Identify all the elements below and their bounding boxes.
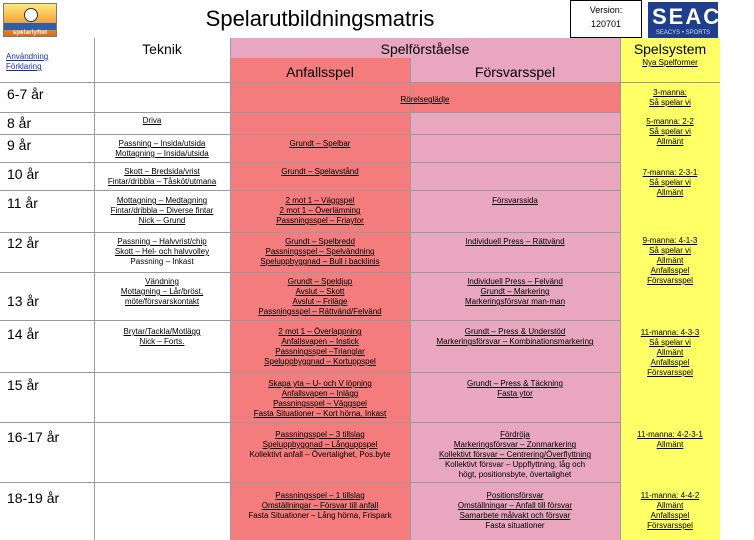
age-16-17: 16-17 år — [7, 429, 60, 445]
anvandning-link[interactable] — [6, 52, 48, 72]
spelsystem-link[interactable]: Allmänt — [656, 137, 684, 146]
spelsystem-link[interactable]: Så spelar vi — [649, 127, 691, 136]
forsvar-13[interactable] — [410, 277, 620, 307]
forsvar-13-line[interactable]: Markeringsförsvar man-man — [464, 297, 566, 306]
spelsystem-link[interactable]: Så spelar vi — [649, 338, 691, 347]
age-15: 15 år — [7, 377, 39, 393]
anfall-14-line[interactable]: Passningsspel –Trianglar — [275, 347, 365, 356]
anfall-11-line[interactable]: 2 mot 1 – Överlämning — [279, 206, 361, 215]
spelsystem-11-manna-433[interactable] — [620, 328, 720, 378]
spelsystem-link[interactable]: 7-manna: 2-3-1 — [642, 168, 698, 177]
spelsystem-header: Spelsystem — [633, 41, 707, 57]
forsvar-11[interactable]: Försvarssida — [492, 196, 538, 205]
spelsystem-3-manna[interactable] — [620, 88, 720, 108]
spelsystem-link[interactable]: Så spelar vi — [649, 178, 691, 187]
teknik-14-line[interactable]: Nick – Forts. — [139, 337, 185, 346]
anfall-13-line[interactable]: Grundt – Speldjup — [287, 277, 353, 286]
teknik-13-line[interactable]: möte/försvarskontakt — [124, 297, 200, 306]
anfall-18-line[interactable]: Omställningar – Försvar till anfall — [261, 501, 379, 510]
forsvar-16-line: Kollektivt försvar – Uppflyttning, låg och — [444, 460, 586, 469]
teknik-10-line[interactable]: Skott – Bredsida/vrist — [124, 167, 200, 176]
forsvar-14-line[interactable]: Grundt – Press & Understöd — [464, 327, 566, 336]
logo-left-text: spelarlyftet — [12, 30, 48, 36]
spelsystem-link[interactable]: Allmänt — [656, 501, 684, 510]
anfall-12-line[interactable]: Speluppbyggnad – Bull i backlinis — [260, 257, 380, 266]
teknik-10-line[interactable]: Fintar/dribbla – Tåsköt/utmana — [107, 177, 217, 186]
spelsystem-9-manna[interactable] — [620, 236, 720, 286]
age-14: 14 år — [7, 326, 39, 342]
forsvar-18-line[interactable]: Positionsförsvar — [486, 491, 544, 500]
anfall-15-line[interactable]: Fasta Situationer – Kort hörna, Inkast — [253, 409, 387, 418]
spelsystem-link[interactable]: 5-manna: 2-2 — [646, 117, 694, 126]
driva-link[interactable]: Driva — [142, 116, 162, 125]
teknik-12-line[interactable]: Skott – Hel- och halvvolley — [114, 247, 210, 256]
teknik-9-line[interactable]: Passning – Insida/utsida — [118, 139, 206, 148]
anfall-18[interactable] — [230, 491, 410, 521]
version-number: 120701 — [590, 19, 622, 29]
anfall-14-line[interactable]: Speluppbyggnad – Kortuppspel — [264, 357, 376, 366]
teknik-12-line: Passning – Inkast — [130, 257, 194, 266]
anfall-16-line: Kollektivt anfall – Övertalighet, Pos.byte — [249, 450, 391, 459]
rorelseglädje-link[interactable]: Rörelseglädje — [400, 95, 450, 104]
anfall-15[interactable] — [230, 379, 410, 419]
anfall-14[interactable] — [230, 327, 410, 367]
spelsystem-column — [620, 38, 720, 540]
teknik-12-line[interactable]: Passning – Halvvrist/chip — [117, 237, 207, 246]
anfall-9[interactable]: Grundt – Spelbar — [289, 139, 351, 148]
age-10: 10 år — [7, 166, 39, 182]
anfall-14-line[interactable]: 2 mot 1 – Överlappning — [278, 327, 362, 336]
age-13: 13 år — [7, 293, 39, 309]
spelsystem-link[interactable]: Försvarsspel — [647, 276, 693, 285]
forsvar-18-line: Fasta situationer — [485, 521, 545, 530]
page-title: Spelarutbildningsmatris — [205, 6, 435, 31]
anfall-10[interactable]: Grundt – Spelavstånd — [281, 167, 359, 176]
teknik-header: Teknik — [142, 41, 182, 57]
teknik-10[interactable] — [94, 167, 230, 187]
forsvar-16-line[interactable]: Kollektivt försvar – Centrering/Överflyttning — [438, 450, 592, 459]
spelsystem-link[interactable]: Anfallsspel — [650, 358, 690, 367]
logo-right-text: SEACYS — [652, 4, 754, 29]
forsvar-14[interactable] — [410, 327, 620, 347]
teknik-12[interactable] — [94, 237, 230, 267]
anfall-11-line[interactable]: 2 mot 1 – Väggspel — [285, 196, 355, 205]
forsvar-16-line: högt, positionsbyte, övertalighet — [458, 470, 572, 479]
football-icon — [24, 8, 38, 22]
anfall-13-line[interactable]: Avslut – Skott — [295, 287, 345, 296]
spelforstaelse-header: Spelförståelse — [380, 41, 470, 57]
spelsystem-link[interactable]: Allmänt — [656, 188, 684, 197]
nya-spelformer-link[interactable]: Nya Spelformer — [642, 58, 698, 67]
teknik-11-line[interactable]: Fintar/dribbla – Diverse fintar — [110, 206, 214, 215]
forsvar-15-line[interactable]: Fasta ytor — [497, 389, 533, 398]
forsvar-16[interactable] — [410, 430, 620, 480]
anfall-11-line[interactable]: Passningsspel – Friaytor — [276, 216, 364, 225]
anfallsspel-header: Anfallsspel — [286, 64, 354, 80]
anfall-12-line[interactable]: Passningsspel – Spelvändning — [265, 247, 375, 256]
anfall-12[interactable] — [230, 237, 410, 267]
forklaring-label[interactable]: Förklaring — [6, 62, 42, 71]
teknik-9[interactable] — [94, 139, 230, 159]
teknik-11-line[interactable]: Mottagning – Medtagning — [116, 196, 208, 205]
seacys-logo — [648, 2, 754, 38]
forsvar-13-line[interactable]: Individuell Press – Felvänd — [467, 277, 563, 286]
anfall-15-line[interactable]: Passningsspel – Väggspel — [273, 399, 367, 408]
anfall-15-line[interactable]: Anfallsvapen – Inlägg — [281, 389, 359, 398]
spelsystem-link[interactable]: Försvarsspel — [647, 521, 693, 530]
anfall-13[interactable] — [230, 277, 410, 317]
forsvarsspel-header: Försvarsspel — [474, 64, 556, 80]
version-box — [570, 0, 642, 38]
spelsystem-link[interactable]: Allmänt — [656, 256, 684, 265]
spelsystem-link[interactable]: 11-manna: 4-4-2 — [640, 491, 700, 500]
anfall-13-line[interactable]: Passningsspel – Rättvänd/Felvänd — [258, 307, 382, 316]
teknik-11-line[interactable]: Nick – Grund — [138, 216, 186, 225]
forsvar-13-line[interactable]: Grundt – Markering — [480, 287, 550, 296]
anfall-14-line[interactable]: Anfallsvapen – Instick — [281, 337, 359, 346]
teknik-13-line[interactable]: Vändning — [145, 277, 179, 286]
anfall-15-line[interactable]: Skapa yta – U- och V löpning — [268, 379, 372, 388]
spelsystem-link[interactable]: 11-manna: 4-2-3-1 — [637, 430, 703, 439]
forsvar-15[interactable] — [410, 379, 620, 399]
spelsystem-link[interactable]: 9-manna: 4-1-3 — [642, 236, 698, 245]
forsvar-16-line[interactable]: Fördröja — [500, 430, 530, 439]
anfall-18-line[interactable]: Passningsspel – 1 tillslag — [275, 491, 365, 500]
anfall-16[interactable] — [230, 430, 410, 460]
forsvar-16-line[interactable]: Markeringsförsvar – Zonmarkering — [453, 440, 577, 449]
spelsystem-link[interactable]: Så spelar vi — [649, 246, 691, 255]
version-label: Version: — [589, 5, 623, 15]
forsvar-18[interactable] — [410, 491, 620, 531]
teknik-13-line[interactable]: Mottagning – Lår/bröst, — [120, 287, 204, 296]
spelsystem-link[interactable]: Försvarsspel — [647, 368, 693, 377]
age-11: 11 år — [7, 195, 38, 211]
age-9: 9 år — [7, 137, 32, 153]
spelsystem-link[interactable]: Så spelar vi — [649, 98, 691, 107]
anvandning-label[interactable]: Användning — [6, 52, 49, 61]
spelsystem-link[interactable]: Allmänt — [656, 440, 684, 449]
logo-right-sub: SEACYS • SPORTS — [655, 30, 711, 36]
spelsystem-11-manna-442[interactable] — [620, 491, 720, 531]
anfall-16-line[interactable]: Passningsspel – 3 tillslag — [275, 430, 365, 439]
forsvar-15-line[interactable]: Grundt – Press & Täckning — [467, 379, 563, 388]
teknik-9-line[interactable]: Mottagning – Insida/utsida — [115, 149, 209, 158]
spelsystem-link[interactable]: 3-manna: — [653, 88, 687, 97]
spelsystem-7-manna[interactable] — [620, 168, 720, 198]
age-6-7: 6-7 år — [7, 86, 44, 102]
anfall-18-line: Fasta Situationer – Lång hörna, Frispark — [248, 511, 392, 520]
age-8: 8 år — [7, 115, 32, 131]
spelsystem-link[interactable]: 11-manna: 4-3-3 — [640, 328, 700, 337]
teknik-11[interactable] — [94, 196, 230, 226]
spelsystem-5-manna[interactable] — [620, 117, 720, 147]
teknik-14[interactable] — [94, 327, 230, 347]
forsvar-18-line[interactable]: Omställningar – Anfall till försvar — [457, 501, 573, 510]
spelsystem-link[interactable]: Anfallsspel — [650, 266, 690, 275]
anfall-13-line[interactable]: Avslut – Friläge — [292, 297, 348, 306]
forsvar-12[interactable]: Individuell Press – Rättvänd — [465, 237, 565, 246]
forsvar-18-line[interactable]: Samarbete målvakt och försvar — [459, 511, 571, 520]
anfall-12-line[interactable]: Grundt – Spelbredd — [285, 237, 355, 246]
anfall-16-line[interactable]: Speluppbyggnad – Långuppspel — [262, 440, 378, 449]
age-18-19: 18-19 år — [7, 490, 60, 506]
spelarlyftet-logo — [3, 3, 57, 37]
spelsystem-11-manna-4231[interactable] — [620, 430, 720, 450]
spelsystem-link[interactable]: Anfallsspel — [650, 511, 690, 520]
spelsystem-link[interactable]: Allmänt — [656, 348, 684, 357]
teknik-14-line[interactable]: Brytar/Tackla/Motlägg — [123, 327, 201, 336]
age-12: 12 år — [7, 235, 39, 251]
anfall-11[interactable] — [230, 196, 410, 226]
teknik-13[interactable] — [94, 277, 230, 307]
forsvar-14-line[interactable]: Markeringsförsvar – Kombinationsmarkering — [436, 337, 594, 346]
